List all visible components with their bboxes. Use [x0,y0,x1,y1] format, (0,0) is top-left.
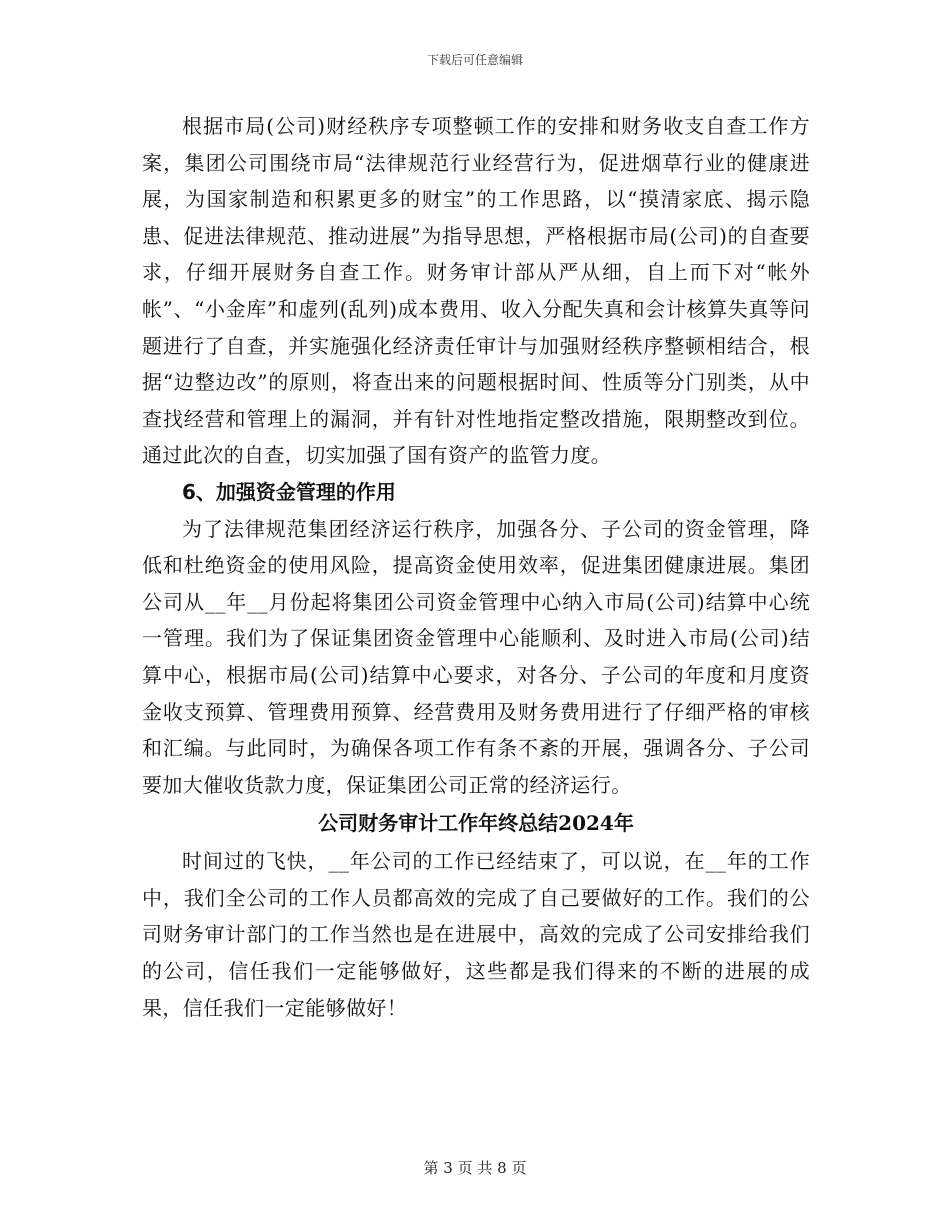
document-body [142,108,810,1026]
paragraph-self-inspection: 根据市局(公司)财经秩序专项整顿工作的安排和财务收支自查工作方案，集团公司围绕市局“法律规范行业经营行为，促进烟草行业的健康进展，为国家制造和积累更多的财宝”的工作思路，以“摸清家底、揭示隐患、促进法律规范、推动进展”为指导思想，严格根据市局(公司)的自查要求，仔细开展财务自查工作。财务审计部从严从细，自上而下对“帐外帐”、“小金库”和虚列(乱列)成本费用、收入分配失真和会计核算失真等问题进行了自查，并实施强化经济责任审计与加强财经秩序整顿相结合，根据“边整边改”的原则，将查出来的问题根据时间、性质等分门别类，从中查找经营和管理上的漏洞，并有针对性地指定整改措施，限期整改到位。通过此次的自查，切实加强了国有资产的监管力度。 [142,114,810,468]
page-header-note: 下载后可任意编辑 [426,53,523,67]
document-section-title: 公司财务审计工作年终总结2024年 [318,811,634,836]
paragraph-year-summary: 时间过的飞快，__年公司的工作已经结束了，可以说，在__年的工作中，我们全公司的工作人员都高效的完成了自己要做好的工作。我们的公司财务审计部门的工作当然也是在进展中，高效的完成了公司安排给我们的公司，信任我们一定能够做好，这些都是我们得来的不断的进展的成果，信任我们一定能够做好！ [142,849,810,1020]
paragraph-fund-management: 为了法律规范集团经济运行秩序，加强各分、子公司的资金管理，降低和杜绝资金的使用风险，提高资金使用效率，促进集团健康进展。集团公司从__年__月份起将集团公司资金管理中心纳入市局(公司)结算中心统一管理。我们为了保证集团资金管理中心能顺利、及时进入市局(公司)结算中心，根据市局(公司)结算中心要求，对各分、子公司的年度和月度资金收支预算、管理费用预算、经营费用及财务费用进行了仔细严格的审核和汇编。与此同时，为确保各项工作有条不紊的开展，强调各分、子公司要加大催收货款力度，保证集团公司正常的经济运行。 [142,516,810,797]
page-number: 第 3 页 共 8 页 [423,1159,527,1177]
section-heading-6: 6、加强资金管理的作用 [182,479,396,504]
